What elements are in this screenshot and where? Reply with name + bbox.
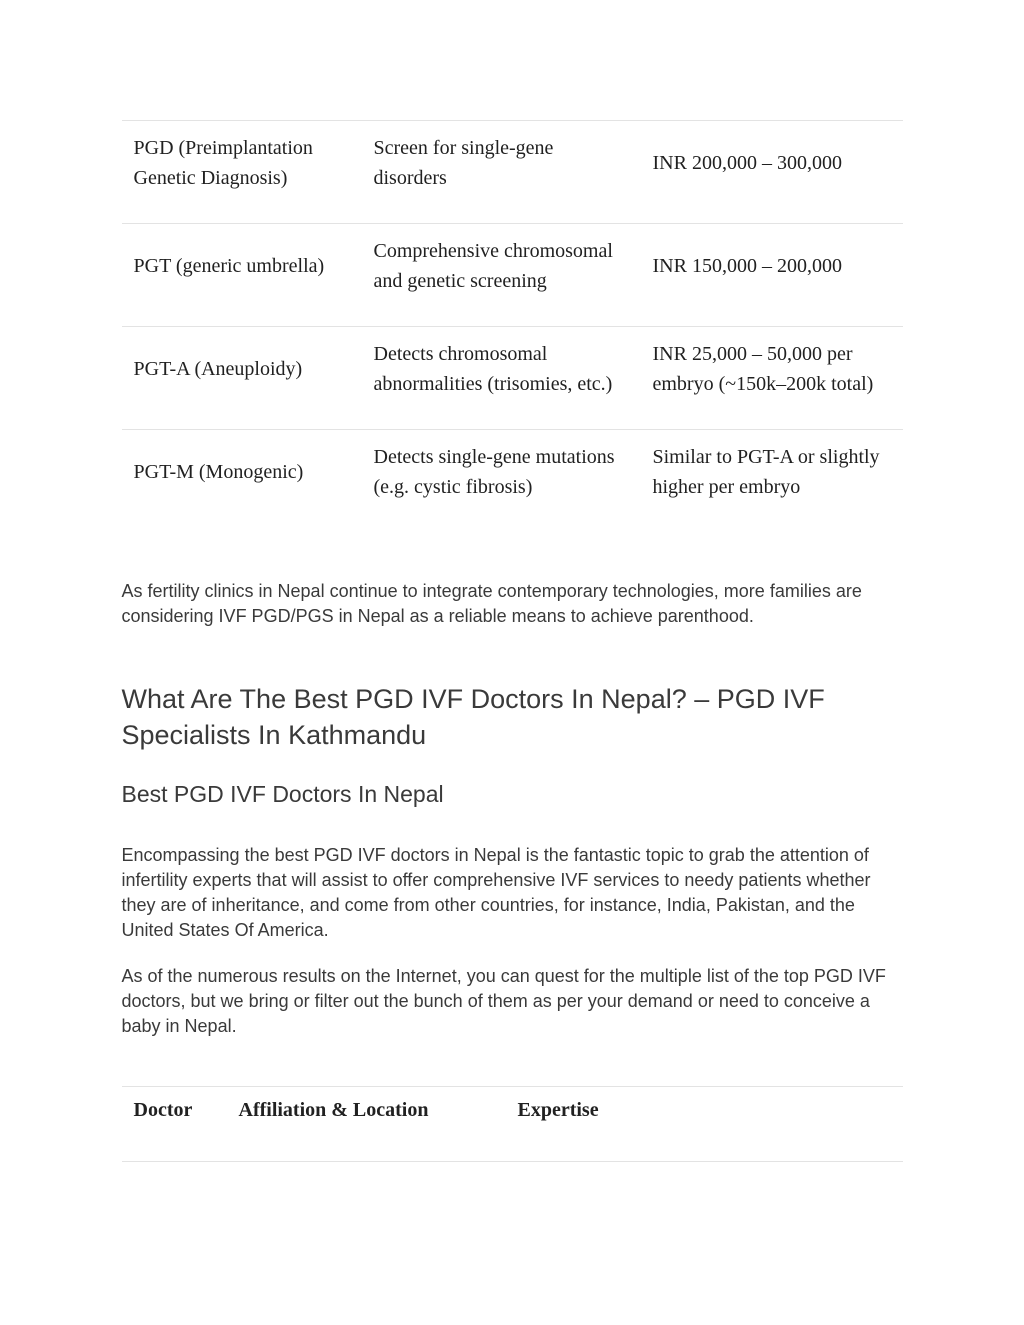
- purpose-cell: Comprehensive chromosomal and genetic screening: [373, 240, 613, 292]
- test-name-cell: PGD (Preimplantation Genetic Diagnosis): [133, 137, 313, 189]
- doctors-table: [122, 1086, 903, 1162]
- cost-cell: INR 150,000 – 200,000: [652, 255, 842, 277]
- intro-paragraph: As fertility clinics in Nepal continue to integrate contemporary technologies, more families are considering IVF PGD/PGS in Nepal as a reliable means to achieve parenthood.: [121, 581, 862, 626]
- purpose-cell: Detects single-gene mutations (e.g. cystic fibrosis): [373, 446, 615, 498]
- pricing-row-pgd: [122, 121, 903, 224]
- doctors-paragraph-1: Encompassing the best PGD IVF doctors in Nepal is the fantastic topic to grab the attention of infertility experts that will assist to offer comprehensive IVF services to needy patients whether they are of inheritance, and come from other countries, for instance, India, Pakistan, and the United States Of America.: [121, 845, 871, 940]
- test-name-cell: PGT (generic umbrella): [133, 255, 325, 277]
- purpose-cell: Detects chromosomal abnormalities (trisomies, etc.): [373, 343, 613, 395]
- doctors-table-header-row: [122, 1087, 903, 1162]
- cost-cell: INR 200,000 – 300,000: [652, 152, 842, 174]
- doctors-section-heading: What Are The Best PGD IVF Doctors In Nepal? – PGD IVF Specialists In Kathmandu: [121, 684, 825, 750]
- pricing-row-pgt-a: [122, 327, 903, 430]
- doctors-section-subheading: Best PGD IVF Doctors In Nepal: [121, 781, 444, 807]
- pgd-pricing-table: [122, 120, 903, 532]
- pricing-row-pgt: [122, 224, 903, 327]
- purpose-cell: Screen for single-gene disorders: [373, 137, 554, 189]
- pricing-row-pgt-m: [122, 430, 903, 533]
- doctor-column-header: Doctor: [133, 1099, 193, 1121]
- expertise-column-header: Expertise: [517, 1099, 599, 1121]
- cost-cell: Similar to PGT-A or slightly higher per embryo: [652, 446, 880, 498]
- affiliation-column-header: Affiliation & Location: [238, 1099, 429, 1121]
- doctors-paragraph-2: As of the numerous results on the Internet, you can quest for the multiple list of the top PGD IVF doctors, but we bring or filter out the bunch of them as per your demand or need to conceive a baby in Nepal.: [121, 966, 886, 1036]
- document-page: [122, 0, 903, 1162]
- test-name-cell: PGT-A (Aneuploidy): [133, 358, 303, 380]
- cost-cell: INR 25,000 – 50,000 per embryo (~150k–200k total): [652, 343, 874, 395]
- test-name-cell: PGT-M (Monogenic): [133, 461, 304, 483]
